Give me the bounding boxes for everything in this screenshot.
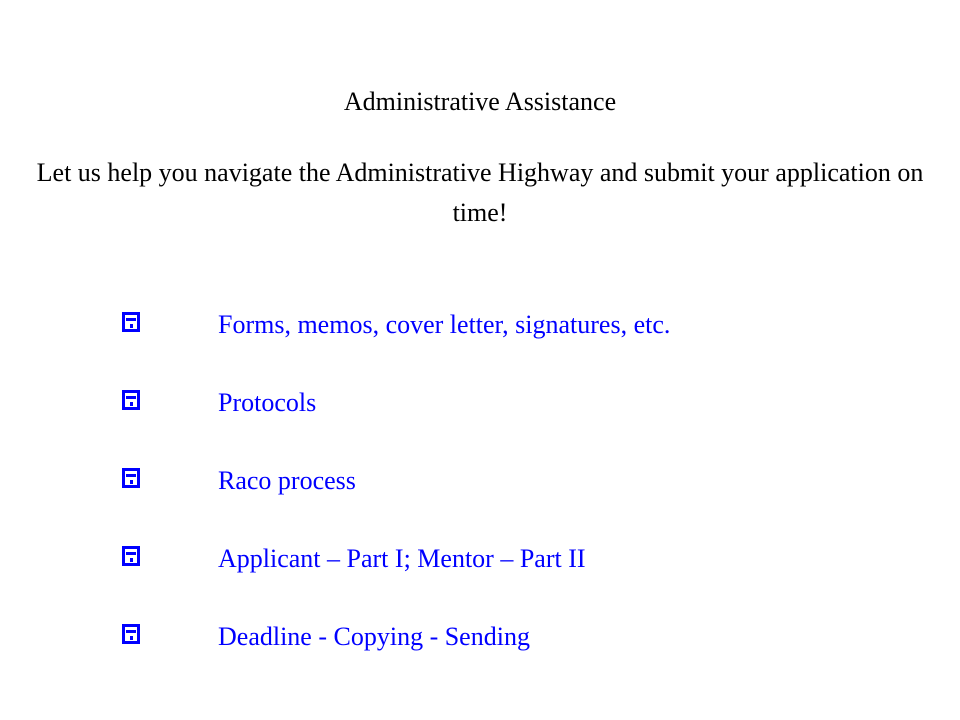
square-bullet-icon	[122, 390, 140, 410]
bullet-list	[0, 303, 960, 693]
bullet-text: Deadline - Copying - Sending	[218, 622, 530, 651]
bullet-item	[0, 459, 960, 537]
bullet-text: Protocols	[218, 388, 317, 417]
square-bullet-icon	[122, 546, 140, 566]
square-bullet-icon	[122, 624, 140, 644]
bullet-item	[0, 303, 960, 381]
bullet-text: Raco process	[218, 466, 356, 495]
bullet-item	[0, 381, 960, 459]
slide-subtitle: Let us help you navigate the Administrative Highway and submit your application on time!	[36, 158, 924, 227]
bullet-item	[0, 615, 960, 693]
square-bullet-icon	[122, 312, 140, 332]
square-bullet-icon	[122, 468, 140, 488]
bullet-text: Applicant – Part I; Mentor – Part II	[218, 544, 586, 573]
slide-title: Administrative Assistance	[343, 87, 617, 116]
bullet-text: Forms, memos, cover letter, signatures, etc.	[218, 310, 671, 339]
bullet-item	[0, 537, 960, 615]
